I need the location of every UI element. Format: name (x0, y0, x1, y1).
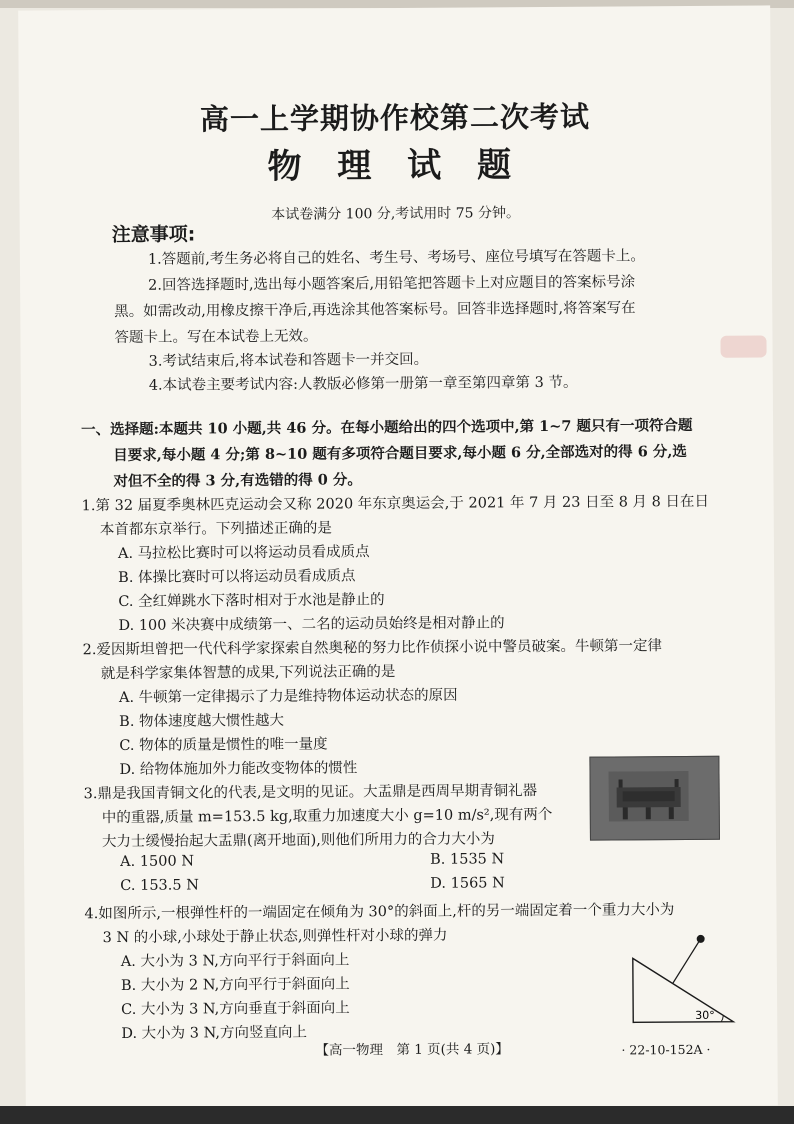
question-4-stem: 3 N 的小球,小球处于静止状态,则弹性杆对小球的弹力 (102, 927, 448, 947)
paper-bottom-edge (0, 1106, 794, 1124)
notice-item: 答题卡上。写在本试卷上无效。 (114, 328, 318, 346)
question-2-option: D. 给物体施加外力能改变物体的惯性 (119, 760, 358, 778)
question-2-option: B. 物体速度越大惯性越大 (119, 712, 285, 730)
question-3-stem: 大力士缓慢抬起大盂鼎(离开地面),则他们所用力的合力大小为 (101, 831, 495, 851)
question-2-stem: 2.爱因斯坦曾把一代代科学家探索自然奥秘的努力比作侦探小说中警员破案。牛顿第一定律 (82, 638, 663, 659)
question-1-stem: 1.第 32 届夏季奥林匹克运动会又称 2020 年东京奥运会,于 2021 年 7 月 23 日至 8 月 8 日在日 (81, 493, 710, 515)
notice-item: 1.答题前,考生务必将自己的姓名、考生号、考场号、座位号填写在答题卡上。 (147, 248, 645, 268)
ding-vessel-image (608, 771, 688, 822)
question-4-option: A. 大小为 3 N,方向平行于斜面向上 (120, 952, 350, 970)
question-1-option: D. 100 米决赛中成绩第一、二名的运动员始终是相对静止的 (118, 615, 505, 634)
notice-item: 黑。如需改动,用橡皮擦干净后,再选涂其他答案标号。回答非选择题时,将答案写在 (114, 300, 636, 320)
question-4-option: C. 大小为 3 N,方向垂直于斜面向上 (121, 1000, 350, 1018)
exam-page (18, 5, 778, 1110)
section-instructions: 一、选择题:本题共 10 小题,共 46 分。在每小题给出的四个选项中,第 1~7 题只有一项符合题 (81, 416, 693, 439)
question-3-option: A. 1500 N (120, 853, 195, 870)
elastic-rod (673, 942, 699, 983)
question-3-stem: 3.鼎是我国青铜文化的代表,是文明的见证。大盂鼎是西周早期青铜礼器 (83, 783, 538, 803)
angle-label: 30° (695, 1008, 715, 1022)
question-1-option: A. 马拉松比赛时可以将运动员看成质点 (117, 544, 370, 562)
notice-item: 3.考试结束后,将本试卷和答题卡一并交回。 (148, 351, 429, 370)
exam-title: 高一上学期协作校第二次考试 (199, 99, 591, 137)
question-3-option: D. 1565 N (430, 875, 505, 892)
exam-info: 本试卷满分 100 分,考试用时 75 分钟。 (271, 205, 521, 223)
section-instructions: 目要求,每小题 4 分;第 8~10 题有多项符合题目要求,每小题 6 分,全部选对的得 6 分,选 (113, 442, 687, 464)
question-4-option: D. 大小为 3 N,方向竖直向上 (121, 1024, 308, 1042)
section-instructions: 对但不全的得 3 分,有选错的得 0 分。 (113, 471, 362, 490)
angle-arc (721, 1016, 723, 1022)
question-2-option: A. 牛顿第一定律揭示了力是维持物体运动状态的原因 (118, 687, 458, 706)
question-3-stem: 中的重器,质量 m=153.5 kg,取重力加速度大小 g=10 m/s²,现有两个 (101, 806, 553, 827)
question-1-option: C. 全红婵跳水下落时相对于水池是静止的 (118, 592, 385, 610)
question-2-stem: 就是科学家集体智慧的成果,下列说法正确的是 (100, 664, 396, 683)
question-1-option: B. 体操比赛时可以将运动员看成质点 (118, 568, 356, 586)
notice-heading: 注意事项: (111, 223, 196, 246)
question-3-option: C. 153.5 N (120, 877, 199, 894)
notice-item: 2.回答选择题时,选出每小题答案后,用铅笔把答题卡上对应题目的答案标号涂 (148, 274, 636, 294)
ink-smudge (720, 335, 766, 357)
question-4-stem: 4.如图所示,一根弹性杆的一端固定在倾角为 30°的斜面上,杆的另一端固定着一个重力大小为 (84, 902, 675, 923)
question-1-stem: 本首都东京举行。下列描述正确的是 (99, 520, 332, 539)
question-4-option: B. 大小为 2 N,方向平行于斜面向上 (120, 976, 350, 994)
page-footer: 【高一物理 第 1 页(共 4 页)】 (315, 1041, 509, 1059)
incline-rod-ball-diagram (625, 930, 746, 1031)
notice-item: 4.本试卷主要考试内容:人教版必修第一册第一章至第四章第 3 节。 (148, 374, 578, 394)
ball (697, 935, 705, 943)
question-2-option: C. 物体的质量是惯性的唯一量度 (119, 736, 328, 754)
paper-code: · 22-10-152A · (621, 1041, 711, 1058)
question-3-option: B. 1535 N (430, 851, 505, 868)
subject-title: 物 理 试 题 (267, 145, 524, 187)
bronze-ding-photo (589, 756, 720, 841)
